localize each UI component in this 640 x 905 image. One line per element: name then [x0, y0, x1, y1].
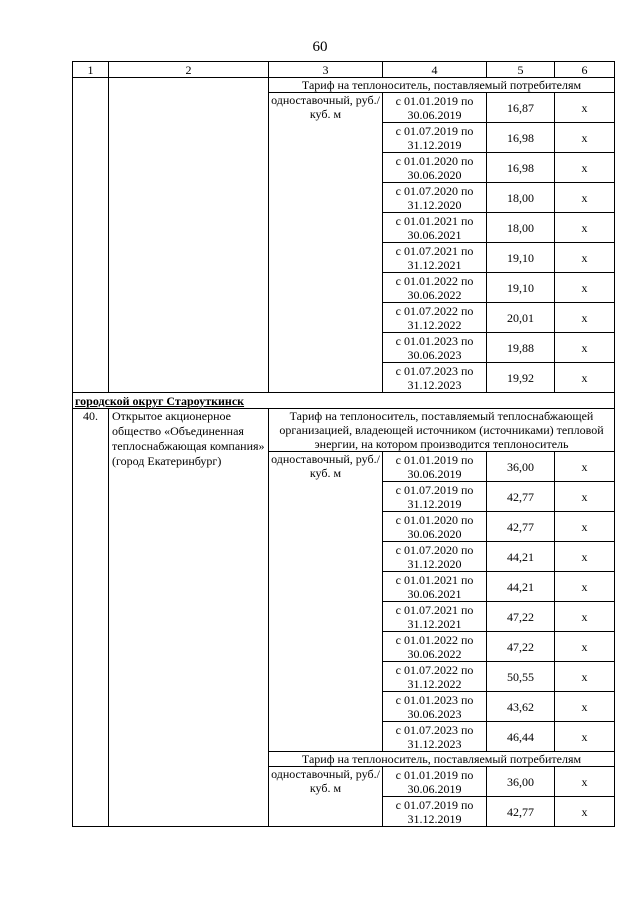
tariff-title-row	[73, 78, 615, 93]
mark-cell: х	[555, 482, 615, 512]
organization-cell	[109, 78, 269, 393]
section-row	[73, 393, 615, 409]
column-header: 2	[109, 62, 269, 78]
period-cell: с 01.01.2019 по 30.06.2019	[383, 767, 487, 797]
tariff-title: Тариф на теплоноситель, поставляемый теплоснабжающей организацией, владеющей источником (источниками) тепловой энергии, на котором производится теплоноситель	[269, 409, 615, 452]
period-cell: с 01.07.2019 по 31.12.2019	[383, 482, 487, 512]
tariff-value: 16,98	[487, 153, 555, 183]
tariff-value: 19,88	[487, 333, 555, 363]
tariff-value: 47,22	[487, 632, 555, 662]
entry-number-cell	[73, 78, 109, 393]
tariff-value: 19,92	[487, 363, 555, 393]
mark-cell: х	[555, 243, 615, 273]
tariff-value: 42,77	[487, 482, 555, 512]
column-header: 1	[73, 62, 109, 78]
tariff-value: 20,01	[487, 303, 555, 333]
period-cell: с 01.07.2019 по 31.12.2019	[383, 123, 487, 153]
tariff-value: 42,77	[487, 797, 555, 827]
tariff-value: 36,00	[487, 452, 555, 482]
column-header: 5	[487, 62, 555, 78]
mark-cell: х	[555, 213, 615, 243]
period-cell: с 01.01.2021 по 30.06.2021	[383, 213, 487, 243]
column-header: 4	[383, 62, 487, 78]
tariff-value: 46,44	[487, 722, 555, 752]
mark-cell: х	[555, 452, 615, 482]
section-title: городской округ Староуткинск	[73, 393, 615, 409]
period-cell: с 01.01.2021 по 30.06.2021	[383, 572, 487, 602]
tariff-value: 16,87	[487, 93, 555, 123]
tariff-value: 47,22	[487, 602, 555, 632]
tariff-title-row	[73, 409, 615, 452]
tariff-table	[72, 61, 615, 827]
period-cell: с 01.01.2022 по 30.06.2022	[383, 273, 487, 303]
tariff-unit: одноставочный, руб./куб. м	[269, 93, 383, 393]
mark-cell: х	[555, 662, 615, 692]
period-cell: с 01.07.2021 по 31.12.2021	[383, 243, 487, 273]
page-number: 60	[312, 39, 328, 55]
period-cell: с 01.07.2020 по 31.12.2020	[383, 542, 487, 572]
tariff-title: Тариф на теплоноситель, поставляемый потребителям	[269, 752, 615, 767]
tariff-value: 19,10	[487, 273, 555, 303]
tariff-title: Тариф на теплоноситель, поставляемый потребителям	[269, 78, 615, 93]
period-cell: с 01.07.2020 по 31.12.2020	[383, 183, 487, 213]
tariff-value: 44,21	[487, 572, 555, 602]
tariff-value: 42,77	[487, 512, 555, 542]
period-cell: с 01.07.2022 по 31.12.2022	[383, 303, 487, 333]
period-cell: с 01.07.2023 по 31.12.2023	[383, 722, 487, 752]
mark-cell: х	[555, 123, 615, 153]
column-header: 3	[269, 62, 383, 78]
period-cell: с 01.01.2019 по 30.06.2019	[383, 452, 487, 482]
period-cell: с 01.07.2021 по 31.12.2021	[383, 602, 487, 632]
tariff-unit: одноставочный, руб./куб. м	[269, 452, 383, 752]
period-cell: с 01.07.2022 по 31.12.2022	[383, 662, 487, 692]
tariff-unit: одноставочный, руб./куб. м	[269, 767, 383, 827]
tariff-value: 16,98	[487, 123, 555, 153]
period-cell: с 01.01.2020 по 30.06.2020	[383, 153, 487, 183]
mark-cell: х	[555, 797, 615, 827]
tariff-value: 36,00	[487, 767, 555, 797]
mark-cell: х	[555, 572, 615, 602]
mark-cell: х	[555, 273, 615, 303]
period-cell: с 01.07.2019 по 31.12.2019	[383, 797, 487, 827]
period-cell: с 01.01.2023 по 30.06.2023	[383, 692, 487, 722]
mark-cell: х	[555, 632, 615, 662]
mark-cell: х	[555, 183, 615, 213]
mark-cell: х	[555, 303, 615, 333]
mark-cell: х	[555, 153, 615, 183]
mark-cell: х	[555, 722, 615, 752]
tariff-value: 18,00	[487, 213, 555, 243]
mark-cell: х	[555, 333, 615, 363]
tariff-value: 43,62	[487, 692, 555, 722]
tariff-value: 50,55	[487, 662, 555, 692]
mark-cell: х	[555, 602, 615, 632]
mark-cell: х	[555, 512, 615, 542]
period-cell: с 01.07.2023 по 31.12.2023	[383, 363, 487, 393]
period-cell: с 01.01.2023 по 30.06.2023	[383, 333, 487, 363]
organization-name: Открытое акционерное общество «Объединенная теплоснабжающая компания» (город Екатеринбург)	[109, 409, 269, 827]
period-cell: с 01.01.2020 по 30.06.2020	[383, 512, 487, 542]
mark-cell: х	[555, 363, 615, 393]
tariff-value: 44,21	[487, 542, 555, 572]
tariff-value: 18,00	[487, 183, 555, 213]
period-cell: с 01.01.2022 по 30.06.2022	[383, 632, 487, 662]
mark-cell: х	[555, 542, 615, 572]
mark-cell: х	[555, 93, 615, 123]
column-header: 6	[555, 62, 615, 78]
mark-cell: х	[555, 767, 615, 797]
mark-cell: х	[555, 692, 615, 722]
column-number-row	[73, 62, 615, 78]
period-cell: с 01.01.2019 по 30.06.2019	[383, 93, 487, 123]
tariff-value: 19,10	[487, 243, 555, 273]
entry-number: 40.	[73, 409, 109, 827]
